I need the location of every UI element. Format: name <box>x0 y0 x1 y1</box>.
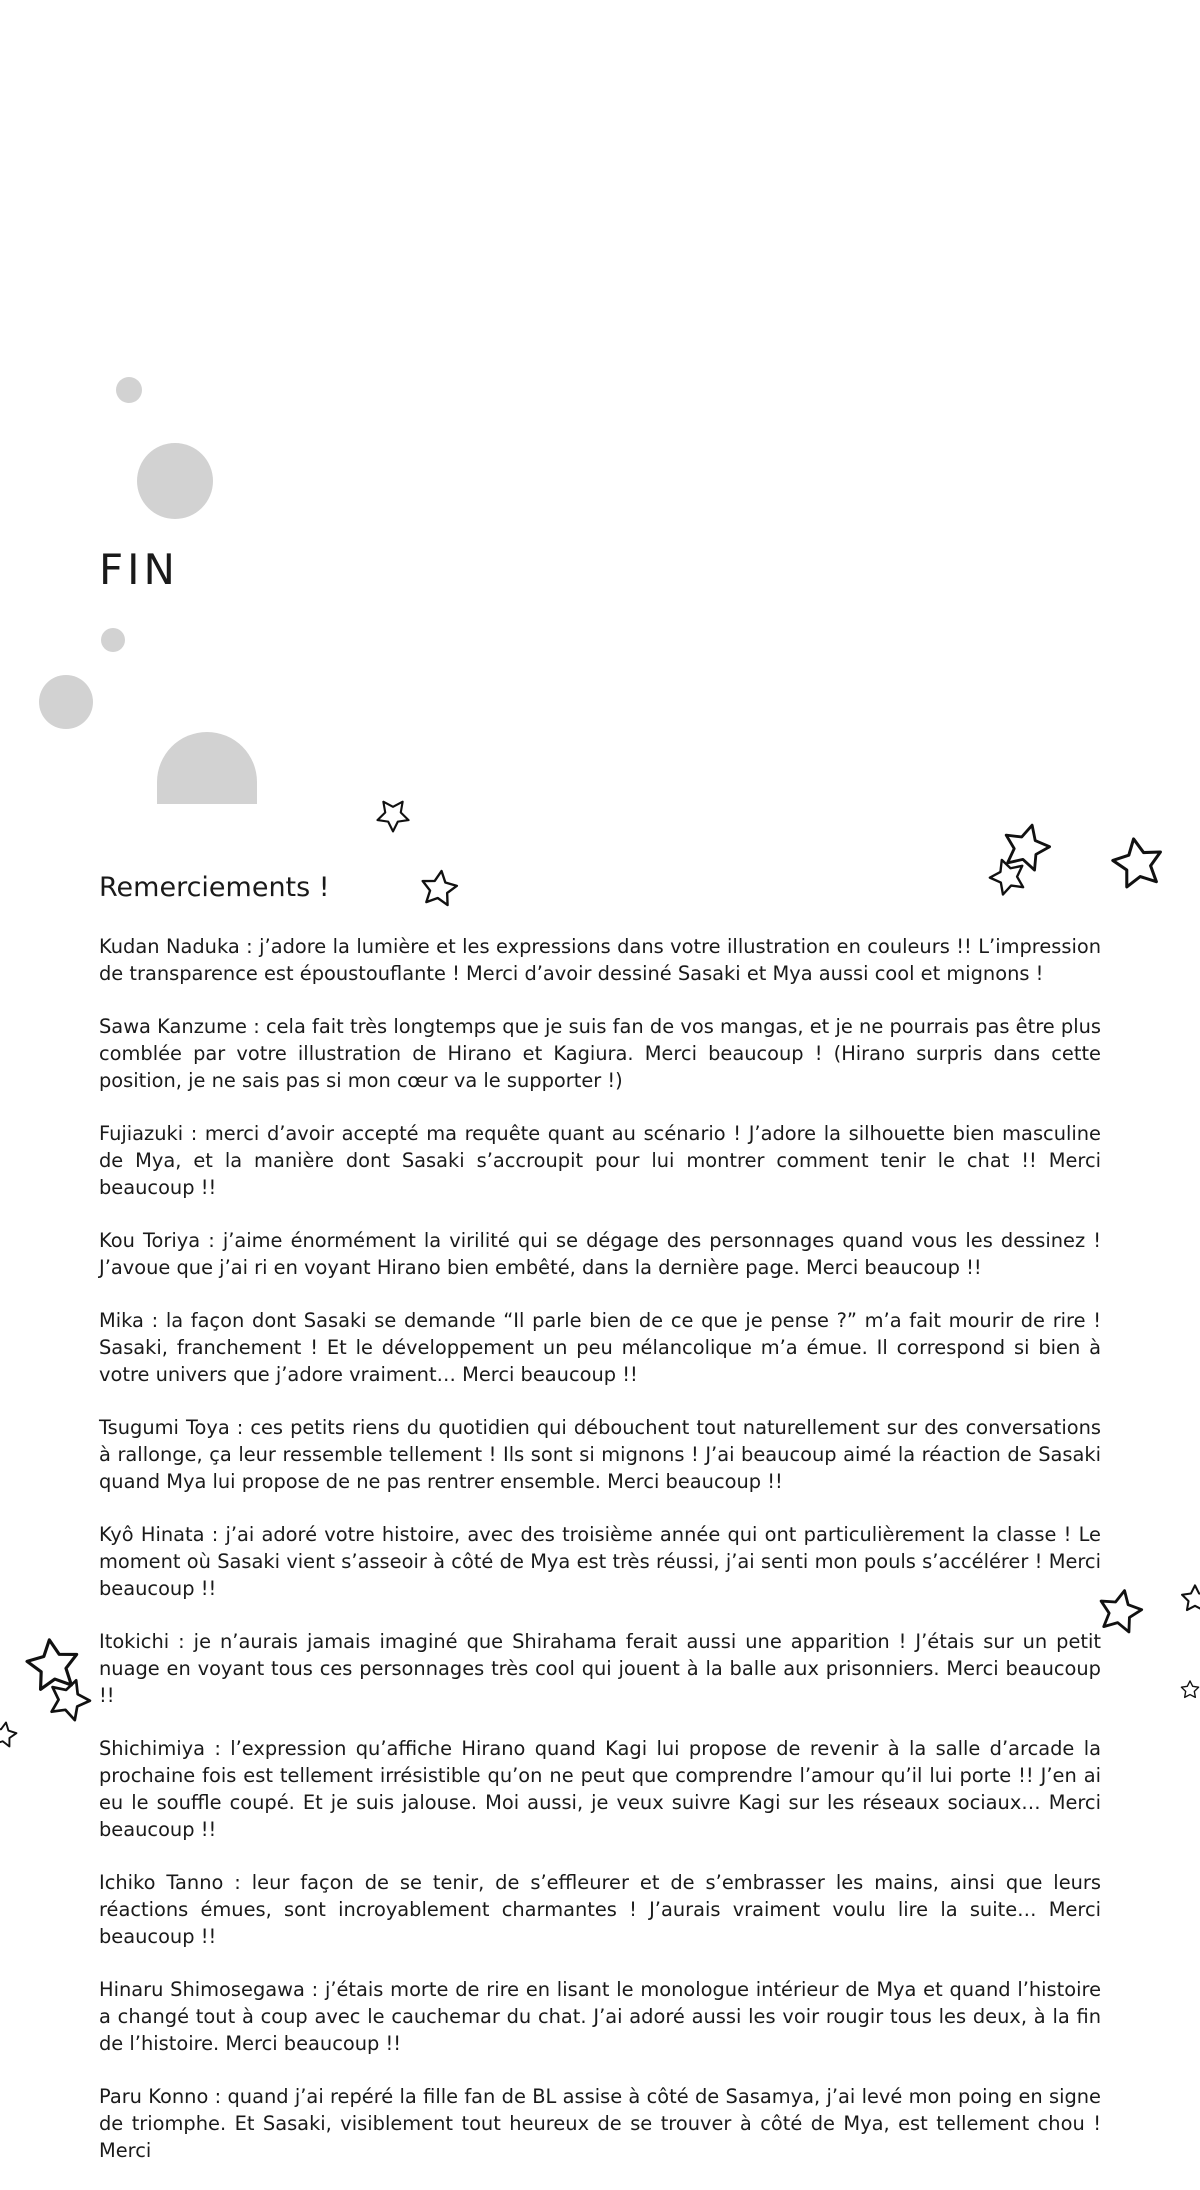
star-icon <box>1180 1670 1200 1710</box>
thanks-entry: Tsugumi Toya : ces petits riens du quotidien qui débouchent tout naturellement sur des conversations à rallonge, ça leur ressemble tellement ! Ils sont si mignons ! J’ai beaucoup aimé la réaction de Sasaki quand Mya lui propose de ne pas rentrer ensemble. Merci beaucoup !! <box>99 1416 1101 1493</box>
thanks-entry: Paru Konno : quand j’ai repéré la fille fan de BL assise à côté de Sasamya, j’ai levé mon poing en signe de triomphe. Et Sasaki, visiblement tout heureux de se trouver à côté de Mya, est tellement chou ! Merci <box>99 2085 1101 2162</box>
decorative-dot <box>101 628 125 652</box>
thanks-entry: Hinaru Shimosegawa : j’étais morte de rire en lisant le monologue intérieur de Mya et quand l’histoire a changé tout à coup avec le cauchemar du chat. J’ai adoré aussi les voir rougir tous les deux, à la fin de l’histoire. Merci beaucoup !! <box>99 1978 1101 2055</box>
thanks-entry: Kudan Naduka : j’adore la lumière et les expressions dans votre illustration en couleurs !! L’impression de transparence est époustouflante ! Merci d’avoir dessiné Sasaki et Mya aussi cool et mignons ! <box>99 935 1101 985</box>
fin-heading: FIN <box>99 545 179 594</box>
thanks-entry: Mika : la façon dont Sasaki se demande “Il parle bien de ce que je pense ?” m’a fait mourir de rire ! Sasaki, franchement ! Et le développement un peu mélancolique m’a émue. Il correspond si bien à votre univers que j’adore vraiment… Merci beaucoup !! <box>99 1309 1101 1386</box>
star-icon <box>0 1713 28 1757</box>
decorative-dot <box>39 675 93 729</box>
decorative-half-dot <box>157 732 257 804</box>
star-icon <box>1180 1584 1200 1614</box>
thanks-list <box>99 933 1101 2190</box>
thanks-title: Remerciements ! <box>99 872 330 903</box>
thanks-entry: Ichiko Tanno : leur façon de se tenir, de s’effleurer et de s’embrasser les mains, ainsi que leurs réactions émues, sont incroyablement charmantes ! J’aurais vraiment voulu lire la suite… Merci beaucoup !! <box>99 1871 1101 1948</box>
star-icon <box>1096 1588 1144 1636</box>
star-icon <box>46 1677 92 1723</box>
decorative-dot <box>116 377 142 403</box>
star-icon <box>1110 836 1166 892</box>
star-icon <box>368 797 418 833</box>
thanks-entry: Kou Toriya : j’aime énormément la virilité qui se dégage des personnages quand vous les dessinez ! J’avoue que j’ai ri en voyant Hirano bien embêté, dans la dernière page. Merci beaucoup !! <box>99 1229 1101 1279</box>
thanks-entry: Sawa Kanzume : cela fait très longtemps que je suis fan de vos mangas, et je ne pourrais pas être plus comblée par votre illustration de Hirano et Kagiura. Merci beaucoup ! (Hirano surpris dans cette position, je ne sais pas si mon cœur va le supporter !) <box>99 1015 1101 1092</box>
thanks-entry: Shichimiya : l’expression qu’affiche Hirano quand Kagi lui propose de revenir à la salle d’arcade la prochaine fois est tellement irrésistible qu’on ne peut que comprendre l’amour qu’il lui porte !! J’en ai eu le souffle coupé. Et je suis jalouse. Moi aussi, je veux suivre Kagi sur les réseaux sociaux… Merci beaucoup !! <box>99 1737 1101 1841</box>
decorative-dot <box>137 443 213 519</box>
thanks-entry: Kyô Hinata : j’ai adoré votre histoire, avec des troisième année qui ont particulièrement la classe ! Le moment où Sasaki vient s’asseoir à côté de Mya est très réussi, j’ai senti mon pouls s’accélérer ! Merci beaucoup !! <box>99 1523 1101 1600</box>
star-icon <box>988 857 1028 897</box>
thanks-entry: Fujiazuki : merci d’avoir accepté ma requête quant au scénario ! J’adore la silhouette bien masculine de Mya, et la manière dont Sasaki s’accroupit pour lui montrer comment tenir le chat !! Merci beaucoup !! <box>99 1122 1101 1199</box>
star-icon <box>419 869 459 909</box>
thanks-entry: Itokichi : je n’aurais jamais imaginé que Shirahama ferait aussi une apparition ! J’étais sur un petit nuage en voyant tous ces personnages très cool qui jouent à la balle aux prisonniers. Merci beaucoup !! <box>99 1630 1101 1707</box>
